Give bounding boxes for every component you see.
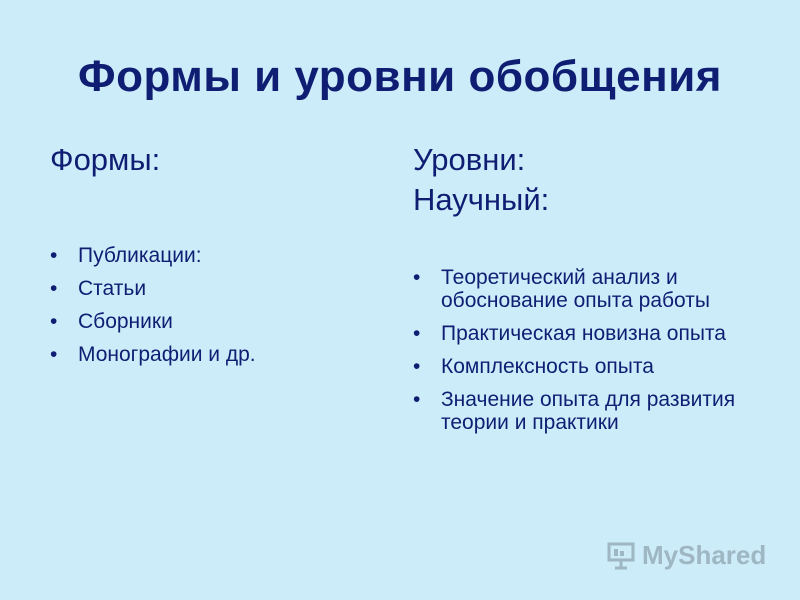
forms-column <box>50 140 380 376</box>
bullet-icon: • <box>413 355 421 378</box>
list-item: • Сборники <box>50 310 173 333</box>
list-item: • Публикации: <box>50 244 202 267</box>
bullet-icon: • <box>50 310 58 333</box>
list-item: • Комплексность опыта <box>413 355 654 378</box>
list-item: • Статьи <box>50 277 147 300</box>
presentation-board-icon <box>606 540 636 570</box>
forms-list <box>50 244 380 366</box>
list-item: • Монографии и др. <box>50 343 256 366</box>
bullet-icon: • <box>50 343 58 366</box>
list-item: • Практическая новизна опыта <box>413 322 726 345</box>
levels-heading: Уровни: <box>413 142 526 177</box>
forms-heading: Формы: <box>50 142 161 177</box>
watermark-text: MyShared <box>642 539 767 570</box>
bullet-icon: • <box>50 277 58 300</box>
bullet-icon: • <box>413 266 421 289</box>
list-item: • Теоретический анализ и обоснование опыта работы <box>413 266 710 312</box>
levels-column <box>413 140 773 444</box>
watermark-logo <box>606 535 766 575</box>
levels-list <box>413 266 773 434</box>
list-item: • Значение опыта для развития теории и практики <box>413 388 736 434</box>
scientific-heading: Научный: <box>413 182 550 217</box>
bullet-icon: • <box>413 322 421 345</box>
slide-title: Формы и уровни обобщения <box>78 52 722 101</box>
bullet-icon: • <box>413 388 421 411</box>
bullet-icon: • <box>50 244 58 267</box>
